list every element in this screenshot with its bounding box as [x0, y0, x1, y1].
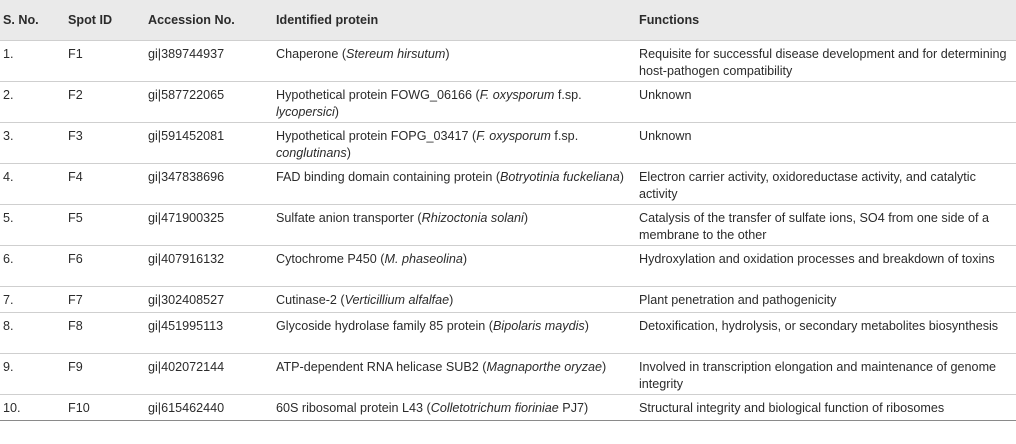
cell-accession: gi|389744937: [136, 41, 262, 82]
protein-text: Chaperone (: [276, 47, 347, 61]
organism-name: Stereum hirsutum: [346, 47, 446, 61]
cell-function: Catalysis of the transfer of sulfate ions, SO4 from one side of a membrane to the other: [625, 205, 1016, 246]
cell-sno: 6.: [0, 246, 68, 287]
protein-text: ): [334, 105, 339, 119]
cell-accession: gi|402072144: [136, 354, 262, 395]
protein-text: ): [523, 211, 529, 225]
protein-text: FAD binding domain containing protein (: [276, 170, 501, 184]
header-row: [0, 0, 1016, 41]
cell-accession: gi|451995113: [136, 313, 262, 354]
protein-text: Hypothetical protein FOWG_06166 (: [276, 88, 480, 102]
cell-function: Electron carrier activity, oxidoreductase activity, and catalytic activity: [625, 164, 1016, 205]
protein-text: 60S ribosomal protein L43 (: [276, 401, 431, 415]
cell-accession: gi|302408527: [136, 287, 262, 313]
cell-spot-id: F3: [68, 123, 136, 164]
cell-spot-id: F5: [68, 205, 136, 246]
table-row: [0, 395, 1016, 421]
cell-spot-id: F8: [68, 313, 136, 354]
cell-accession: gi|407916132: [136, 246, 262, 287]
cell-protein: [262, 41, 625, 82]
cell-protein: [262, 205, 625, 246]
cell-accession: gi|347838696: [136, 164, 262, 205]
header-functions: Functions: [625, 0, 1016, 41]
organism-name: Colletotrichum fioriniae: [430, 401, 559, 415]
table-row: [0, 287, 1016, 313]
protein-text: PJ7): [558, 401, 589, 415]
cell-spot-id: F6: [68, 246, 136, 287]
cell-sno: 9.: [0, 354, 68, 395]
protein-text: f.sp.: [554, 88, 582, 102]
cell-protein: [262, 313, 625, 354]
organism-name: conglutinans: [276, 146, 347, 160]
organism-name: Rhizoctonia solani: [421, 211, 524, 225]
table-row: [0, 246, 1016, 287]
protein-text: ): [602, 360, 607, 374]
protein-text: Sulfate anion transporter (: [276, 211, 422, 225]
table-row: [0, 205, 1016, 246]
organism-name: lycopersici: [276, 105, 335, 119]
cell-function: Involved in transcription elongation and maintenance of genome integrity: [625, 354, 1016, 395]
cell-accession: gi|471900325: [136, 205, 262, 246]
header-spot-id: Spot ID: [68, 0, 136, 41]
cell-function: Unknown: [625, 82, 1016, 123]
protein-text: ): [584, 319, 589, 333]
table-row: [0, 313, 1016, 354]
header-accession: Accession No.: [136, 0, 262, 41]
cell-spot-id: F1: [68, 41, 136, 82]
table-row: [0, 164, 1016, 205]
protein-text: ATP-dependent RNA helicase SUB2 (: [276, 360, 487, 374]
cell-function: Requisite for successful disease development and for determining host-pathogen compatibility: [625, 41, 1016, 82]
protein-text: ): [346, 146, 351, 160]
cell-sno: 3.: [0, 123, 68, 164]
organism-name: Botryotinia fuckeliana: [500, 170, 620, 184]
protein-text: Hypothetical protein FOPG_03417 (: [276, 129, 477, 143]
cell-protein: [262, 82, 625, 123]
cell-function: Plant penetration and pathogenicity: [625, 287, 1016, 313]
cell-protein: [262, 164, 625, 205]
cell-sno: 1.: [0, 41, 68, 82]
table-row: [0, 82, 1016, 123]
cell-sno: 2.: [0, 82, 68, 123]
organism-name: Verticillium alfalfae: [344, 293, 450, 307]
table-row: [0, 354, 1016, 395]
protein-text: Glycoside hydrolase family 85 protein (: [276, 319, 493, 333]
protein-text: Cutinase-2 (: [276, 293, 345, 307]
cell-sno: 7.: [0, 287, 68, 313]
cell-protein: [262, 246, 625, 287]
cell-sno: 10.: [0, 395, 68, 421]
cell-protein: [262, 123, 625, 164]
cell-spot-id: F4: [68, 164, 136, 205]
cell-accession: gi|615462440: [136, 395, 262, 421]
cell-sno: 8.: [0, 313, 68, 354]
organism-name: M. phaseolina: [384, 252, 463, 266]
cell-accession: gi|587722065: [136, 82, 262, 123]
cell-protein: [262, 395, 625, 421]
protein-text: ): [619, 170, 624, 184]
table-row: [0, 123, 1016, 164]
table-row: [0, 41, 1016, 82]
cell-function: Detoxification, hydrolysis, or secondary metabolites biosynthesis: [625, 313, 1016, 354]
cell-sno: 5.: [0, 205, 68, 246]
cell-spot-id: F10: [68, 395, 136, 421]
organism-name: Magnaporthe oryzae: [486, 360, 602, 374]
cell-spot-id: F9: [68, 354, 136, 395]
cell-function: Structural integrity and biological function of ribosomes: [625, 395, 1016, 421]
protein-text: ): [449, 293, 454, 307]
organism-name: F. oxysporum: [476, 129, 551, 143]
cell-function: Hydroxylation and oxidation processes and breakdown of toxins: [625, 246, 1016, 287]
cell-spot-id: F7: [68, 287, 136, 313]
cell-sno: 4.: [0, 164, 68, 205]
cell-function: Unknown: [625, 123, 1016, 164]
organism-name: Bipolaris maydis: [493, 319, 585, 333]
protein-text: Cytochrome P450 (: [276, 252, 385, 266]
header-protein: Identified protein: [262, 0, 625, 41]
protein-text: f.sp.: [550, 129, 579, 143]
cell-protein: [262, 287, 625, 313]
protein-text: ): [462, 252, 468, 266]
cell-protein: [262, 354, 625, 395]
cell-accession: gi|591452081: [136, 123, 262, 164]
organism-name: F. oxysporum: [479, 88, 555, 102]
cell-spot-id: F2: [68, 82, 136, 123]
header-sno: S. No.: [0, 0, 68, 41]
protein-text: ): [445, 47, 450, 61]
